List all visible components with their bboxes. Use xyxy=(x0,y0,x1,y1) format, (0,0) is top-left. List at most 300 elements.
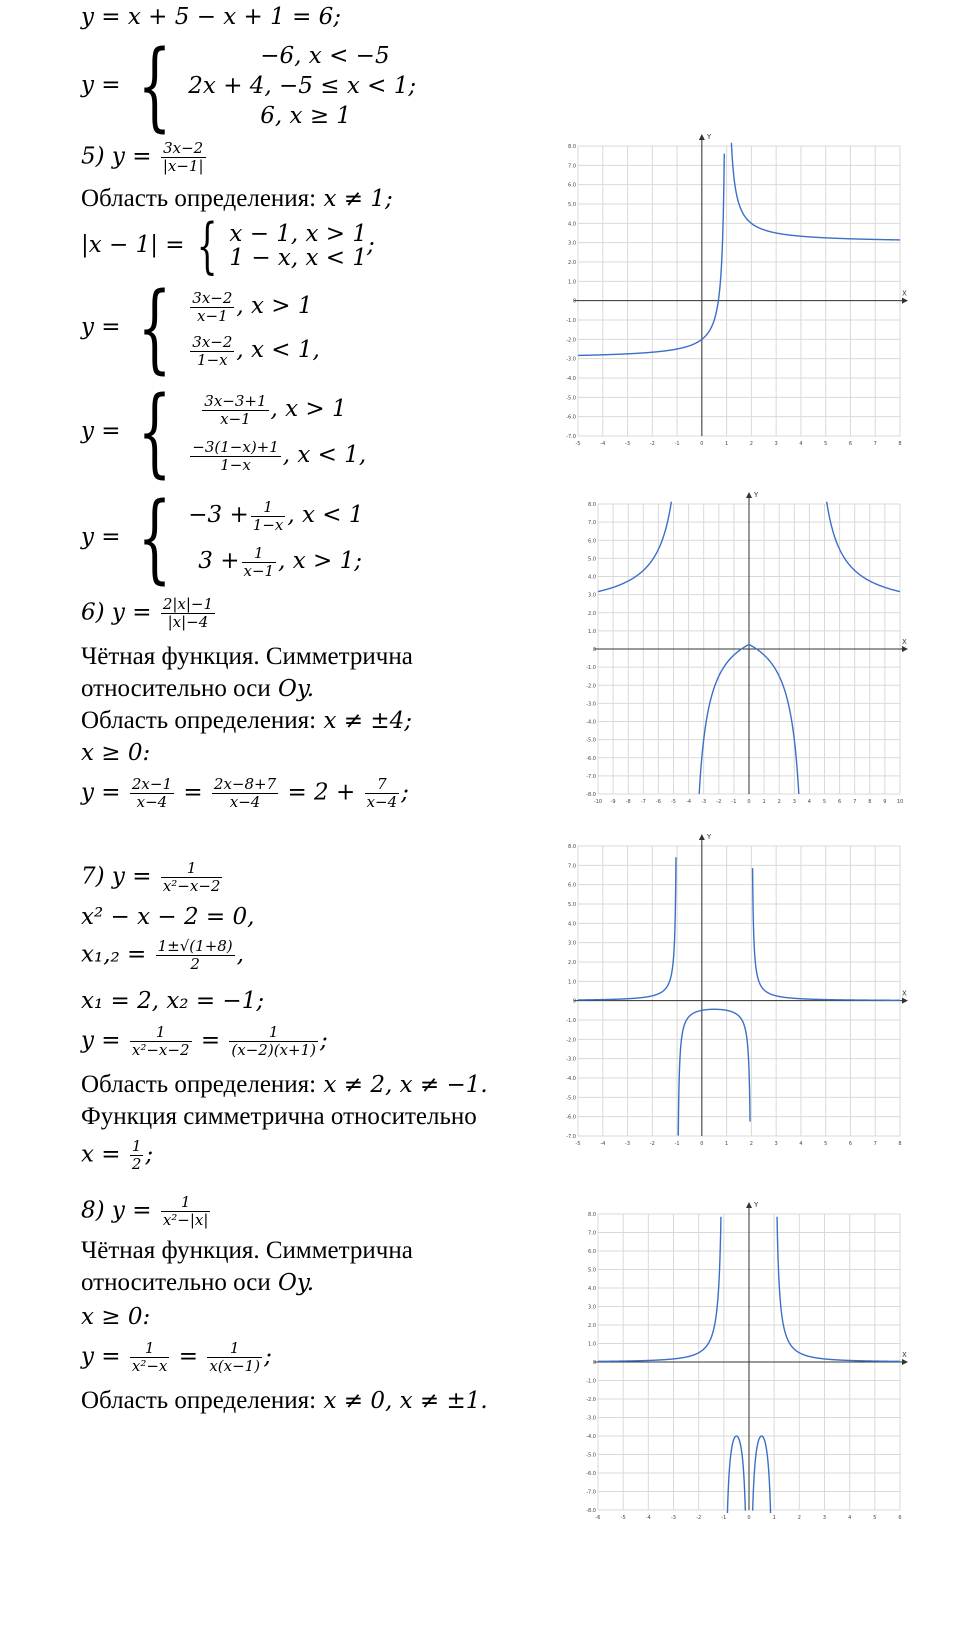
punct: ; xyxy=(264,1343,272,1370)
task-7-y xyxy=(81,1024,328,1059)
y-axis-arrow xyxy=(699,134,705,140)
denominator: 2 xyxy=(190,955,200,973)
numerator: 1±√(1+8) xyxy=(157,937,233,955)
x-tick-label: -6 xyxy=(655,799,661,805)
task-5-case-2 xyxy=(81,376,367,488)
x-tick-label: 7 xyxy=(853,799,857,805)
x-tick-label: -2 xyxy=(696,1515,702,1521)
condition: , x > 1 xyxy=(236,293,313,319)
numerator: 1 xyxy=(131,1137,142,1155)
x-tick-label: 1 xyxy=(762,799,766,805)
domain-math: x ≠ 2, x ≠ −1. xyxy=(323,1072,488,1098)
y-tick-label: 2.0 xyxy=(588,1323,596,1329)
y-tick-label: 0 xyxy=(592,647,596,653)
math: = xyxy=(200,1027,221,1054)
x-tick-label: 6 xyxy=(838,799,842,805)
fraction xyxy=(130,1138,144,1173)
y-tick-label: -5.0 xyxy=(586,737,596,744)
math: x ≥ 0: xyxy=(81,740,151,766)
task-6-even xyxy=(81,642,413,672)
x-tick-label: 9 xyxy=(883,799,887,805)
denominator: x−1 xyxy=(220,409,251,428)
denominator: 1−x xyxy=(197,350,228,369)
x-tick-label: -7 xyxy=(640,799,646,805)
task-5-abs xyxy=(81,211,375,281)
eq-lhs: y = xyxy=(81,1343,121,1370)
case-row xyxy=(188,284,320,328)
task-label: 8) y = xyxy=(81,1197,152,1224)
y-tick-label: -6.0 xyxy=(566,414,576,421)
x-tick-label: -5 xyxy=(575,441,581,447)
x-axis-label: X xyxy=(902,638,907,646)
graph-task-7 xyxy=(560,830,910,1150)
punct: , xyxy=(236,941,244,968)
x-tick-label: -8 xyxy=(625,799,631,805)
punct: ; xyxy=(145,1141,154,1168)
fraction xyxy=(207,1340,262,1375)
y-tick-label: -5.0 xyxy=(566,395,576,402)
eq-lhs: y = xyxy=(81,72,121,98)
task-label: 6) y = xyxy=(81,599,152,626)
numerator: 1 xyxy=(130,1024,192,1042)
case-row xyxy=(188,432,366,478)
y-tick-label: -6.0 xyxy=(586,1471,596,1477)
case-row: 6, x ≥ 1 xyxy=(260,103,352,129)
fraction xyxy=(130,1340,170,1375)
denominator: x−1 xyxy=(243,561,275,580)
domain-math: x ≠ 0, x ≠ ±1. xyxy=(323,1388,488,1414)
brace: { xyxy=(137,272,172,384)
denominator: x−1 xyxy=(197,306,228,325)
numerator: 3x−2 xyxy=(192,332,233,351)
text: Функция симметрична относительно xyxy=(81,1103,477,1130)
numerator: 7 xyxy=(365,776,400,794)
math: x₁ = 2, x₂ = −1; xyxy=(81,988,265,1014)
x-axis-label: X xyxy=(902,289,907,298)
y-tick-label: -5.0 xyxy=(586,1452,596,1459)
y-tick-label: -8.0 xyxy=(586,792,596,798)
task-5-case-3 xyxy=(81,482,364,594)
denominator: x−4 xyxy=(136,793,168,811)
fraction xyxy=(202,393,268,428)
x-tick-label: -3 xyxy=(625,441,631,447)
y-tick-label: -1.0 xyxy=(566,318,576,324)
y-tick-label: -6.0 xyxy=(586,755,596,762)
y-tick-label: -3.0 xyxy=(586,701,596,708)
brace: { xyxy=(137,30,172,142)
x-tick-label: -5 xyxy=(671,799,676,805)
condition: , x > 1 xyxy=(278,548,355,574)
graph-task-8 xyxy=(580,1198,910,1524)
eq-lhs: y = xyxy=(81,314,121,340)
domain-math: x ≠ 1; xyxy=(323,186,393,212)
numerator: 1 xyxy=(130,1340,170,1358)
y-tick-label: 0 xyxy=(572,298,576,305)
condition: , x < 1 xyxy=(236,337,313,363)
fraction xyxy=(161,596,215,631)
numerator: 3x−2 xyxy=(161,140,206,158)
graph-task-6 xyxy=(580,488,910,808)
x-tick-label: 5 xyxy=(822,799,827,805)
x-tick-label: -5 xyxy=(620,1515,626,1521)
y-tick-label: -4.0 xyxy=(586,1434,596,1440)
y-tick-label: 1.0 xyxy=(588,628,596,635)
x-tick-label: -2 xyxy=(649,441,655,447)
fraction xyxy=(156,938,235,973)
domain-math: x ≠ ±4; xyxy=(323,708,412,734)
eq-lhs: y = xyxy=(81,418,121,444)
math: x ≥ 0: xyxy=(81,1304,151,1330)
brace: { xyxy=(196,211,218,281)
punct: ; xyxy=(367,232,375,258)
task-label: 7) y = xyxy=(81,863,152,890)
fraction xyxy=(190,334,234,369)
cases xyxy=(188,284,320,372)
x-tick-label: -3 xyxy=(701,799,707,805)
y-tick-label: -5.0 xyxy=(566,1095,576,1102)
x-tick-label: 3 xyxy=(822,1515,827,1521)
y-tick-label: 7.0 xyxy=(588,520,596,527)
y-tick-label: 3.0 xyxy=(568,940,576,947)
fraction xyxy=(242,545,277,580)
x-tick-label: 0 xyxy=(747,1515,751,1521)
eq-lhs: y = xyxy=(81,779,121,806)
cases xyxy=(229,222,367,270)
math: = xyxy=(183,779,203,806)
fraction xyxy=(212,776,278,811)
x-tick-label: -9 xyxy=(610,799,616,805)
x-tick-label: 5 xyxy=(873,1515,877,1521)
cases xyxy=(188,492,363,584)
fraction xyxy=(229,1024,318,1059)
case-row: x − 1, x > 1 xyxy=(229,221,368,247)
y-tick-label: 6.0 xyxy=(588,1249,596,1255)
y-tick-label: 0 xyxy=(592,1360,596,1366)
x-tick-label: -4 xyxy=(686,799,692,805)
cases xyxy=(188,386,366,478)
y-axis-label: Y xyxy=(706,833,712,841)
math: Oy. xyxy=(278,1270,315,1296)
denominator: x(x−1) xyxy=(209,1357,261,1375)
x-tick-label: 8 xyxy=(898,1141,902,1147)
y-tick-label: -3.0 xyxy=(586,1415,596,1422)
fraction xyxy=(161,860,223,895)
y-tick-label: 8.0 xyxy=(568,144,576,150)
fraction xyxy=(251,499,286,534)
y-tick-label: 1.0 xyxy=(568,279,576,286)
fraction xyxy=(190,439,281,474)
x-tick-label: 5 xyxy=(824,1141,828,1147)
numerator: 1 xyxy=(161,860,223,878)
x-tick-label: -6 xyxy=(595,1515,601,1521)
x-axis-arrow xyxy=(902,1359,908,1365)
y-tick-label: 3.0 xyxy=(568,240,576,247)
y-tick-label: -1.0 xyxy=(566,1018,576,1024)
y-tick-label: -3.0 xyxy=(566,356,576,363)
numerator: 1 xyxy=(242,545,277,563)
task-7-heading xyxy=(81,860,224,895)
task-6-even-axis xyxy=(81,674,314,704)
y-tick-label: 5.0 xyxy=(568,202,576,208)
numerator: 2|x|−1 xyxy=(162,595,214,613)
task-5-case-1 xyxy=(81,272,320,384)
x-tick-label: 8 xyxy=(868,799,872,805)
case-row xyxy=(188,538,363,584)
domain-text: Область определения: xyxy=(81,1387,317,1414)
y-tick-label: 0 xyxy=(572,998,576,1005)
task-8-cond xyxy=(81,1302,150,1332)
y-tick-label: -4.0 xyxy=(566,1076,576,1082)
y-axis-label: Y xyxy=(754,1201,759,1209)
x-tick-label: -5 xyxy=(575,1141,581,1147)
y-tick-label: 6.0 xyxy=(568,882,576,889)
numerator: 1 xyxy=(207,1340,262,1358)
case-row xyxy=(188,386,366,432)
x-tick-label: 3 xyxy=(774,441,778,447)
task-5-domain xyxy=(81,184,393,214)
task-6-domain xyxy=(81,706,412,736)
function-curve xyxy=(578,143,900,356)
domain-text: Область определения: xyxy=(81,185,317,212)
eq-lhs: x = xyxy=(81,1141,121,1168)
y-tick-label: -2.0 xyxy=(566,1037,576,1044)
task-6-cond xyxy=(81,738,150,768)
x-tick-label: 8 xyxy=(898,441,902,447)
y-tick-label: 7.0 xyxy=(588,1230,596,1237)
y-tick-label: 6.0 xyxy=(588,538,596,545)
x-tick-label: -4 xyxy=(600,441,606,447)
domain-text: Область определения: xyxy=(81,1071,317,1098)
task-8-even-axis xyxy=(81,1268,314,1298)
x-tick-label: -4 xyxy=(600,1141,606,1147)
task-label: 5) y = xyxy=(81,143,152,170)
task-8-heading xyxy=(81,1194,212,1229)
denominator: x−4 xyxy=(229,793,261,811)
y-tick-label: -7.0 xyxy=(586,773,596,780)
term: 3 + xyxy=(198,548,240,574)
y-tick-label: 5.0 xyxy=(568,902,576,908)
x-tick-label: 1 xyxy=(725,1141,729,1147)
y-tick-label: -7.0 xyxy=(586,1489,596,1496)
eq-text: y = x + 5 − x + 1 = 6; xyxy=(81,4,342,30)
eq-lhs: y = xyxy=(81,1027,121,1054)
denominator: x²−x−2 xyxy=(131,1041,190,1059)
x-tick-label: 5 xyxy=(824,441,828,447)
y-tick-label: 5.0 xyxy=(588,1267,596,1274)
fraction xyxy=(190,290,234,325)
task-7-sym xyxy=(81,1102,477,1132)
task-5-heading xyxy=(81,140,208,175)
punct: ; xyxy=(401,779,409,806)
condition: , x < 1 xyxy=(287,502,364,528)
math: = xyxy=(178,1343,198,1370)
numerator: 1 xyxy=(251,499,286,517)
denominator: x²−x−2 xyxy=(162,877,221,895)
numerator: 1 xyxy=(161,1194,211,1212)
numerator: 2x−8+7 xyxy=(213,775,277,793)
x-tick-label: 1 xyxy=(725,441,729,447)
task-7-sym-value xyxy=(81,1138,153,1173)
x-tick-label: 6 xyxy=(848,441,853,447)
y-tick-label: 7.0 xyxy=(568,863,576,870)
y-axis-arrow xyxy=(746,492,752,498)
x-tick-label: -10 xyxy=(593,799,603,805)
x-axis-label: X xyxy=(902,1351,907,1359)
x-tick-label: -4 xyxy=(645,1515,651,1521)
punct: ; xyxy=(319,1027,328,1054)
y-axis-arrow xyxy=(746,1202,752,1208)
x-tick-label: -3 xyxy=(625,1141,631,1147)
denominator: 1−x xyxy=(220,455,251,474)
condition: , x < 1 xyxy=(282,442,359,468)
y-tick-label: 5.0 xyxy=(588,556,596,563)
x-tick-label: 2 xyxy=(749,441,753,447)
y-tick-label: -8.0 xyxy=(586,1508,596,1514)
x-tick-label: 4 xyxy=(799,1141,803,1147)
y-tick-label: -4.0 xyxy=(586,719,596,726)
text: Чётная функция. Симметрична xyxy=(81,1237,413,1264)
equation-line-1 xyxy=(81,2,341,32)
y-tick-label: 8.0 xyxy=(568,844,576,850)
function-curve xyxy=(578,857,900,1135)
x-tick-label: 0 xyxy=(700,1141,704,1147)
numerator: 3x−2 xyxy=(192,288,233,307)
fraction xyxy=(130,776,174,811)
graph-task-5 xyxy=(560,130,910,450)
task-6-heading xyxy=(81,596,217,631)
x-tick-label: 6 xyxy=(848,1141,853,1147)
x-tick-label: 6 xyxy=(898,1515,902,1521)
y-tick-label: 2.0 xyxy=(568,960,576,966)
y-tick-label: -2.0 xyxy=(586,683,596,690)
x-tick-label: 0 xyxy=(747,799,751,805)
eq-lhs: |x − 1| = xyxy=(81,232,185,258)
y-tick-label: 4.0 xyxy=(588,574,596,581)
punct: ; xyxy=(354,548,362,574)
numerator: −3(1−x)+1 xyxy=(192,437,279,456)
y-tick-label: -1.0 xyxy=(586,1378,596,1385)
y-tick-label: 8.0 xyxy=(588,1212,596,1218)
task-8-even xyxy=(81,1236,413,1266)
x-tick-label: 0 xyxy=(700,441,704,447)
domain-text: Область определения: xyxy=(81,707,317,734)
denominator: 1−x xyxy=(252,515,284,534)
fraction xyxy=(161,140,206,175)
brace: { xyxy=(137,482,172,594)
y-tick-label: 8.0 xyxy=(588,502,596,508)
fraction xyxy=(130,1024,192,1059)
task-7-domain xyxy=(81,1070,488,1100)
denominator: x−4 xyxy=(366,793,398,811)
y-tick-label: -3.0 xyxy=(566,1056,576,1063)
x-tick-label: 4 xyxy=(848,1515,852,1521)
task-8-domain xyxy=(81,1386,488,1416)
math: Oy. xyxy=(278,676,315,702)
text: относительно оси xyxy=(81,1269,271,1296)
y-tick-label: 2.0 xyxy=(588,610,596,617)
fraction xyxy=(161,1194,211,1229)
text: относительно оси xyxy=(81,675,271,702)
y-tick-label: 4.0 xyxy=(588,1286,596,1292)
y-tick-label: -6.0 xyxy=(566,1114,576,1121)
y-tick-label: 7.0 xyxy=(568,163,576,170)
punct: , xyxy=(358,442,367,468)
eq-lhs: y = xyxy=(81,524,121,550)
y-axis-label: Y xyxy=(754,491,759,499)
y-tick-label: 4.0 xyxy=(568,921,576,928)
x-tick-label: 3 xyxy=(774,1141,778,1147)
x-axis-arrow xyxy=(902,298,908,304)
denominator: x²−|x| xyxy=(162,1211,209,1229)
text: Чётная функция. Симметрична xyxy=(81,643,413,670)
y-tick-label: -1.0 xyxy=(586,665,596,672)
math: = 2 + xyxy=(287,779,356,806)
y-tick-label: 3.0 xyxy=(588,592,596,599)
denominator: |x−1| xyxy=(162,157,204,175)
brace: { xyxy=(137,376,172,488)
case-row xyxy=(188,328,320,372)
x-tick-label: -3 xyxy=(671,1515,676,1521)
x-tick-label: 3 xyxy=(792,799,796,805)
task-8-y xyxy=(81,1340,272,1375)
x-tick-label: 2 xyxy=(777,799,781,805)
case-row: −6, x < −5 xyxy=(260,43,390,69)
x-tick-label: -1 xyxy=(674,441,680,447)
x-axis-arrow xyxy=(902,646,908,652)
x-tick-label: 1 xyxy=(772,1515,776,1521)
task-7-roots xyxy=(81,938,244,973)
case-row xyxy=(188,492,363,538)
y-tick-label: 1.0 xyxy=(588,1341,596,1348)
y-axis-arrow xyxy=(699,834,705,840)
x-tick-label: -2 xyxy=(649,1141,655,1147)
y-tick-label: 4.0 xyxy=(568,221,576,228)
y-tick-label: 1.0 xyxy=(568,979,576,986)
term: −3 + xyxy=(188,502,249,528)
y-tick-label: -2.0 xyxy=(566,337,576,344)
cases xyxy=(188,41,416,131)
x-axis-arrow xyxy=(902,998,908,1004)
y-tick-label: 2.0 xyxy=(568,260,576,266)
denominator: (x−2)(x+1) xyxy=(231,1041,316,1059)
x-axis-label: X xyxy=(902,989,907,998)
numerator: 1 xyxy=(229,1024,318,1042)
piecewise-prev xyxy=(81,30,417,142)
x-tick-label: 4 xyxy=(799,441,803,447)
x-tick-label: 4 xyxy=(807,799,811,805)
x-tick-label: 2 xyxy=(749,1141,753,1147)
denominator: |x|−4 xyxy=(167,613,209,631)
y-tick-label: -7.0 xyxy=(566,434,576,440)
x-tick-label: -1 xyxy=(731,799,737,805)
numerator: 3x−3+1 xyxy=(204,391,267,410)
x-tick-label: 10 xyxy=(896,799,904,805)
numerator: 2x−1 xyxy=(131,775,173,793)
case-row: 2x + 4, −5 ≤ x < 1; xyxy=(188,73,417,99)
task-6-equation xyxy=(81,776,409,811)
x-tick-label: 2 xyxy=(797,1515,801,1521)
task-7-root-values xyxy=(81,986,264,1016)
task-7-eq xyxy=(81,902,254,932)
y-tick-label: -4.0 xyxy=(566,376,576,382)
y-axis-label: Y xyxy=(706,133,712,141)
punct: , xyxy=(312,337,320,363)
x-tick-label: -1 xyxy=(674,1141,680,1147)
y-tick-label: 3.0 xyxy=(588,1304,596,1311)
eq-lhs: x₁,₂ = xyxy=(81,941,147,968)
condition: , x > 1 xyxy=(270,396,347,422)
y-tick-label: -7.0 xyxy=(566,1134,576,1140)
